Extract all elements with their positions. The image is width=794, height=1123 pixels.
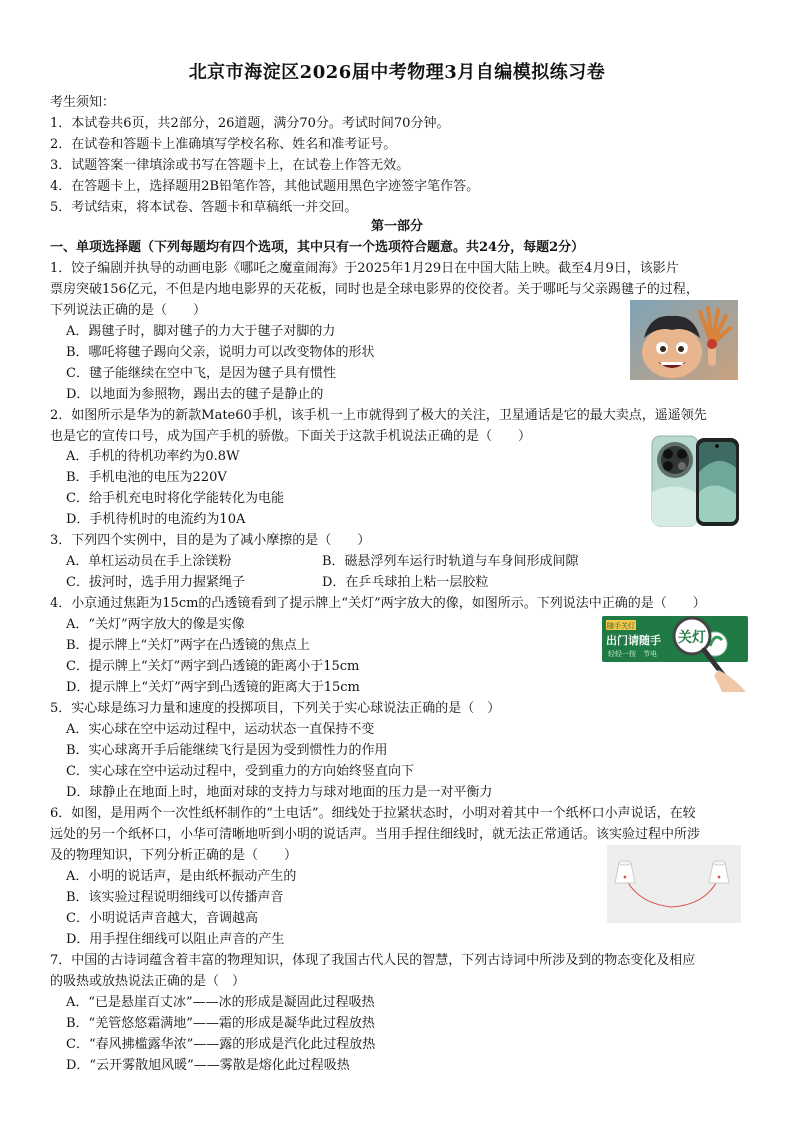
question-option: C．小明说话声音越大，音调越高 [66, 911, 258, 926]
question-option: A．“已是悬崖百丈冰”——冰的形成是凝固此过程吸热 [66, 995, 375, 1010]
question-option: B．提示牌上“关灯”两字在凸透镜的焦点上 [66, 638, 310, 653]
question-stem: 3．下列四个实例中，目的是为了减小摩擦的是（ ） [50, 533, 371, 548]
notice-item: 4．在答题卡上，选择题用2B铅笔作答，其他试题用黑色字迹签字笔作答。 [50, 179, 480, 194]
question-option: C．拔河时，选手用力握紧绳子 [66, 575, 245, 590]
question-option: A．小明的说话声，是由纸杯振动产生的 [66, 869, 297, 884]
question-option: D．“云开雾散旭风暖”——雾散是熔化此过程吸热 [66, 1058, 350, 1073]
question-option: C．给手机充电时将化学能转化为电能 [66, 491, 284, 506]
question-option: A．“关灯”两字放大的像是实像 [66, 617, 245, 632]
question-option: B．“羌管悠悠霜满地”——霜的形成是凝华此过程放热 [66, 1016, 375, 1031]
question-stem: 4．小京通过焦距为15cm的凸透镜看到了提示牌上“关灯”两字放大的像，如图所示。下列说法中正确的是（ ） [50, 596, 706, 611]
question-option: C．“春风拂槛露华浓”——露的形成是汽化此过程放热 [66, 1037, 376, 1052]
question-option: A．实心球在空中运动过程中，运动状态一直保持不变 [66, 722, 375, 737]
part-title: 第一部分 [370, 219, 423, 234]
question-option: D．手机待机时的电流约为10A [66, 512, 246, 527]
sign-magnified-text: 关灯 [678, 630, 706, 646]
question-stem: 5．实心球是练习力量和速度的投掷项目，下列关于实心球说法正确的是（ ） [50, 701, 501, 716]
notice-item: 3．试题答案一律填涂或书写在答题卡上，在试卷上作答无效。 [50, 158, 410, 173]
question-option: B．实心球离开手后能继续飞行是因为受到惯性力的作用 [66, 743, 388, 758]
question-stem: 远处的另一个纸杯口，小华可清晰地听到小明的说话声。当用手捏住细线时，就无法正常通话。该实验过程中所涉 [50, 827, 701, 842]
sign-main-text: 出门请随手 [606, 634, 661, 647]
question-option: B．磁悬浮列车运行时轨道与车身间形成间隙 [322, 554, 579, 569]
question-stem: 下列说法正确的是（ ） [50, 303, 207, 318]
question-stem: 6．如图，是用两个一次性纸杯制作的“土电话”。细线处于拉紧状态时，小明对着其中一个纸杯口小声说话，在较 [50, 806, 696, 821]
question-stem: 票房突破156亿元，不但是内地电影界的天花板，同时也是全球电影界的佼佼者。关于哪吒与父亲踢毽子的过程， [50, 282, 699, 297]
notice-item: 5．考试结束，将本试卷、答题卡和草稿纸一并交回。 [50, 200, 358, 215]
question-option: D．在乒乓球拍上粘一层胶粒 [322, 575, 489, 590]
question-option: B．手机电池的电压为220V [66, 470, 227, 485]
question-option: A．踢毽子时，脚对毽子的力大于毽子对脚的力 [66, 324, 336, 339]
question-stem: 2．如图所示是华为的新款Mate60手机，该手机一上市就得到了极大的关注，卫星通话是它的最大卖点，遥遥领先 [50, 408, 707, 423]
question-option: B．哪吒将毽子踢向父亲，说明力可以改变物体的形状 [66, 345, 375, 360]
question-option: C．提示牌上“关灯”两字到凸透镜的距离小于15cm [66, 659, 360, 674]
question-stem: 7．中国的古诗词蕴含着丰富的物理知识，体现了我国古代人民的智慧，下列古诗词中所涉及到的物态变化及相应 [50, 953, 696, 968]
nezha-illustration [630, 300, 738, 380]
string-telephone-photo [607, 845, 741, 923]
question-option: D．以地面为参照物，踢出去的毽子是静止的 [66, 387, 324, 402]
question-option: D．用手捏住细线可以阻止声音的产生 [66, 932, 285, 947]
question-option: D．提示牌上“关灯”两字到凸透镜的距离大于15cm [66, 680, 360, 695]
question-stem: 1．饺子编剧并执导的动画电影《哪吒之魔童闹海》于2025年1月29日在中国大陆上映。截至4月9日，该影片 [50, 261, 679, 276]
sign-sub-text: 轻轻一按 节电 [608, 650, 657, 658]
question-option: A．手机的待机功率约为0.8W [66, 449, 240, 464]
notice-item: 2．在试卷和答题卡上准确填写学校名称、姓名和准考证号。 [50, 137, 397, 152]
question-option: C．毽子能继续在空中飞，是因为毽子具有惯性 [66, 366, 336, 381]
exam-title: 北京市海淀区2026届中考物理3月自编模拟练习卷 [188, 62, 606, 83]
question-option: B．该实验过程说明细线可以传播声音 [66, 890, 284, 905]
question-stem: 及的物理知识，下列分析正确的是（ ） [50, 848, 298, 863]
notice-heading: 考生须知： [50, 95, 116, 110]
section-title: 一、单项选择题（下列每题均有四个选项，其中只有一个选项符合题意。共24分，每题2分） [50, 240, 585, 255]
sign-tag: 随手关灯 [607, 622, 635, 630]
question-stem: 也是它的宣传口号，成为国产手机的骄傲。下面关于这款手机说法正确的是（ ） [50, 429, 532, 444]
question-option: D．球静止在地面上时，地面对球的支持力与球对地面的压力是一对平衡力 [66, 785, 493, 800]
notice-item: 1．本试卷共6页，共2部分，26道题，满分70分。考试时间70分钟。 [50, 116, 450, 131]
question-option: A．单杠运动员在手上涂镁粉 [66, 554, 232, 569]
question-option: C．实心球在空中运动过程中，受到重力的方向始终竖直向下 [66, 764, 414, 779]
question-stem: 的吸热或放热说法正确的是（ ） [50, 974, 246, 989]
phone-illustration [648, 432, 743, 529]
turn-off-light-sign [600, 612, 750, 694]
